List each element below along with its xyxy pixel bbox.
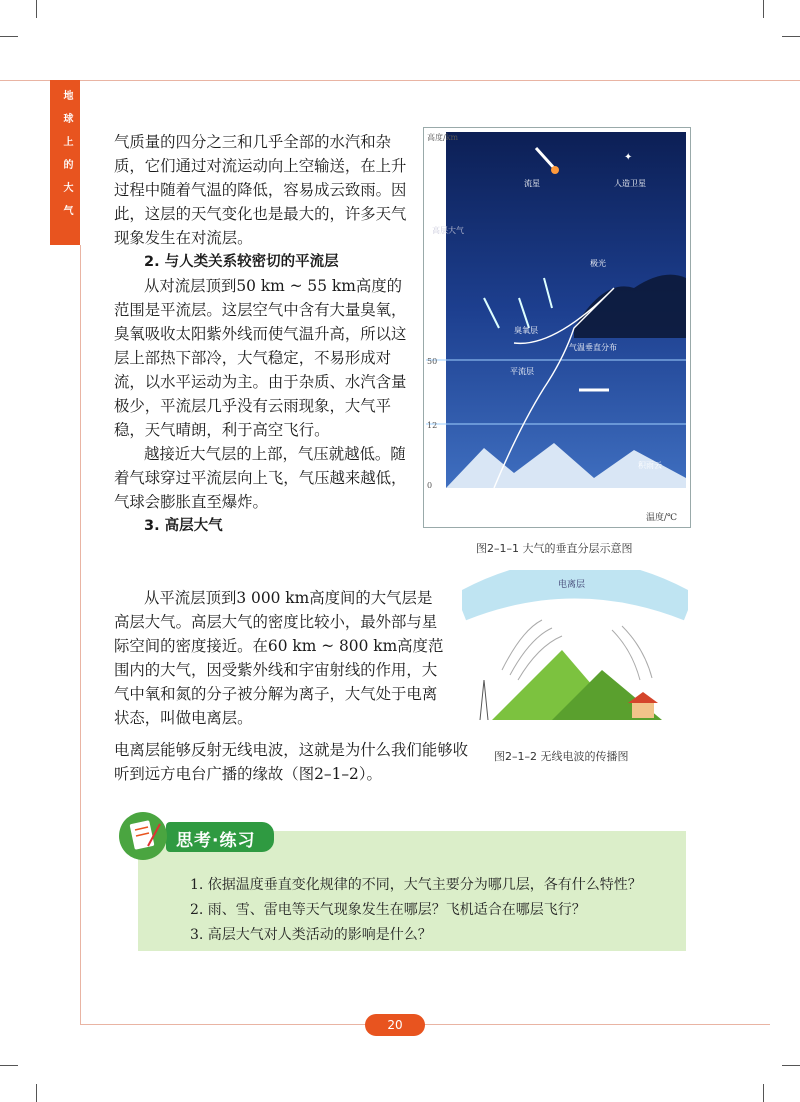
y-tick: 12	[427, 421, 438, 430]
svg-text:✦: ✦	[624, 152, 633, 163]
heading-stratosphere: 2. 与人类关系较密切的平流层	[144, 254, 339, 270]
y-axis-label: 高度/km	[427, 133, 459, 142]
paragraph-upper-atmosphere: 从平流层顶到3 000 km高度间的大气层是高层大气。高层大气的密度比较小，最外部与星际空间的密度接近。在60 km ~ 800 km高度范围内的大气，因受紫外线和宇宙射线的作用，大气中氧和氮的分子被分解为离子，大气处于电离状态，叫做电离层。	[114, 589, 444, 727]
exercise-item: 1. 依据温度垂直变化规律的不同，大气主要分为哪几层，各有什么特性？	[190, 877, 642, 893]
house-icon	[632, 702, 654, 718]
antenna-icon	[480, 680, 488, 720]
crop-mark	[763, 0, 764, 18]
top-rule	[0, 80, 800, 81]
paragraph-ionosphere: 电离层能够反射无线电波，这就是为什么我们能够收听到远方电台广播的缘故（图2–1–2）。	[114, 741, 468, 783]
figure2-caption: 图2–1–2 无线电波的传播图	[494, 750, 629, 763]
main-text-bottom	[114, 586, 446, 730]
label-meteor: 流星	[524, 179, 540, 188]
label-cloud: 积雨云	[638, 461, 662, 470]
x-axis-label: 温度/℃	[646, 513, 678, 523]
crop-mark	[782, 36, 800, 37]
notebook-icon	[118, 810, 168, 862]
crop-mark	[763, 1084, 764, 1102]
exercise-list	[190, 873, 642, 948]
main-text-top	[114, 130, 407, 538]
label-satellite: 人造卫星	[614, 179, 646, 188]
page-number: 20	[365, 1014, 425, 1036]
crop-mark	[36, 0, 37, 18]
crop-mark	[782, 1065, 800, 1066]
figure1-caption: 图2–1–1 大气的垂直分层示意图	[476, 542, 633, 555]
label-ionosphere: 电离层	[558, 580, 586, 590]
figure-radio-waves	[462, 570, 688, 730]
label-upper: 高层大气	[432, 226, 464, 235]
y-tick: 50	[427, 357, 438, 366]
label-ozone: 臭氧层	[514, 326, 538, 335]
margin-rule	[80, 245, 81, 1025]
label-temp-curve: 气温垂直分布	[569, 343, 617, 352]
figure-atmosphere-layers	[423, 127, 691, 528]
heading-upper-atmosphere: 3. 高层大气	[144, 518, 223, 534]
crop-mark	[0, 36, 18, 37]
exercise-title: 思考·练习	[176, 831, 256, 851]
paragraph-troposphere: 气质量的四分之三和几乎全部的水汽和杂质，它们通过对流运动向上空输送，在上升过程中随着气温的降低，容易成云致雨。因此，这层的天气变化也是最大的，许多天气现象发生在对流层。	[114, 133, 407, 247]
y-tick: 0	[427, 481, 433, 490]
main-text-last	[114, 738, 474, 786]
paragraph-pressure: 越接近大气层的上部，气压就越低。随着气球穿过平流层向上飞，气压越来越低，气球会膨胀直至爆炸。	[114, 445, 407, 511]
exercise-item: 2. 雨、雪、雷电等天气现象发生在哪层？飞机适合在哪层飞行？	[190, 902, 586, 918]
paragraph-stratosphere: 从对流层顶到50 km ~ 55 km高度的范围是平流层。这层空气中含有大量臭氧，臭氧吸收太阳紫外线而使气温升高，所以这层上部热下部冷，大气稳定，不易形成对流，以水平运动为主。由于杂质、水汽含量极少，平流层几乎没有云雨现象，大气平稳，天气晴朗，利于高空飞行。	[114, 277, 407, 439]
chapter-tab	[50, 80, 80, 245]
bottom-rule	[80, 1024, 770, 1025]
chapter-label: 地球上的大气	[61, 90, 72, 228]
crop-mark	[36, 1084, 37, 1102]
crop-mark	[0, 1065, 18, 1066]
exercise-item: 3. 高层大气对人类活动的影响是什么？	[190, 927, 432, 943]
radio-wave-diagram	[462, 570, 688, 730]
exercise-title-banner	[166, 822, 274, 852]
label-aurora: 极光	[590, 259, 606, 268]
label-strato: 平流层	[510, 367, 534, 376]
atmosphere-diagram	[424, 128, 690, 527]
